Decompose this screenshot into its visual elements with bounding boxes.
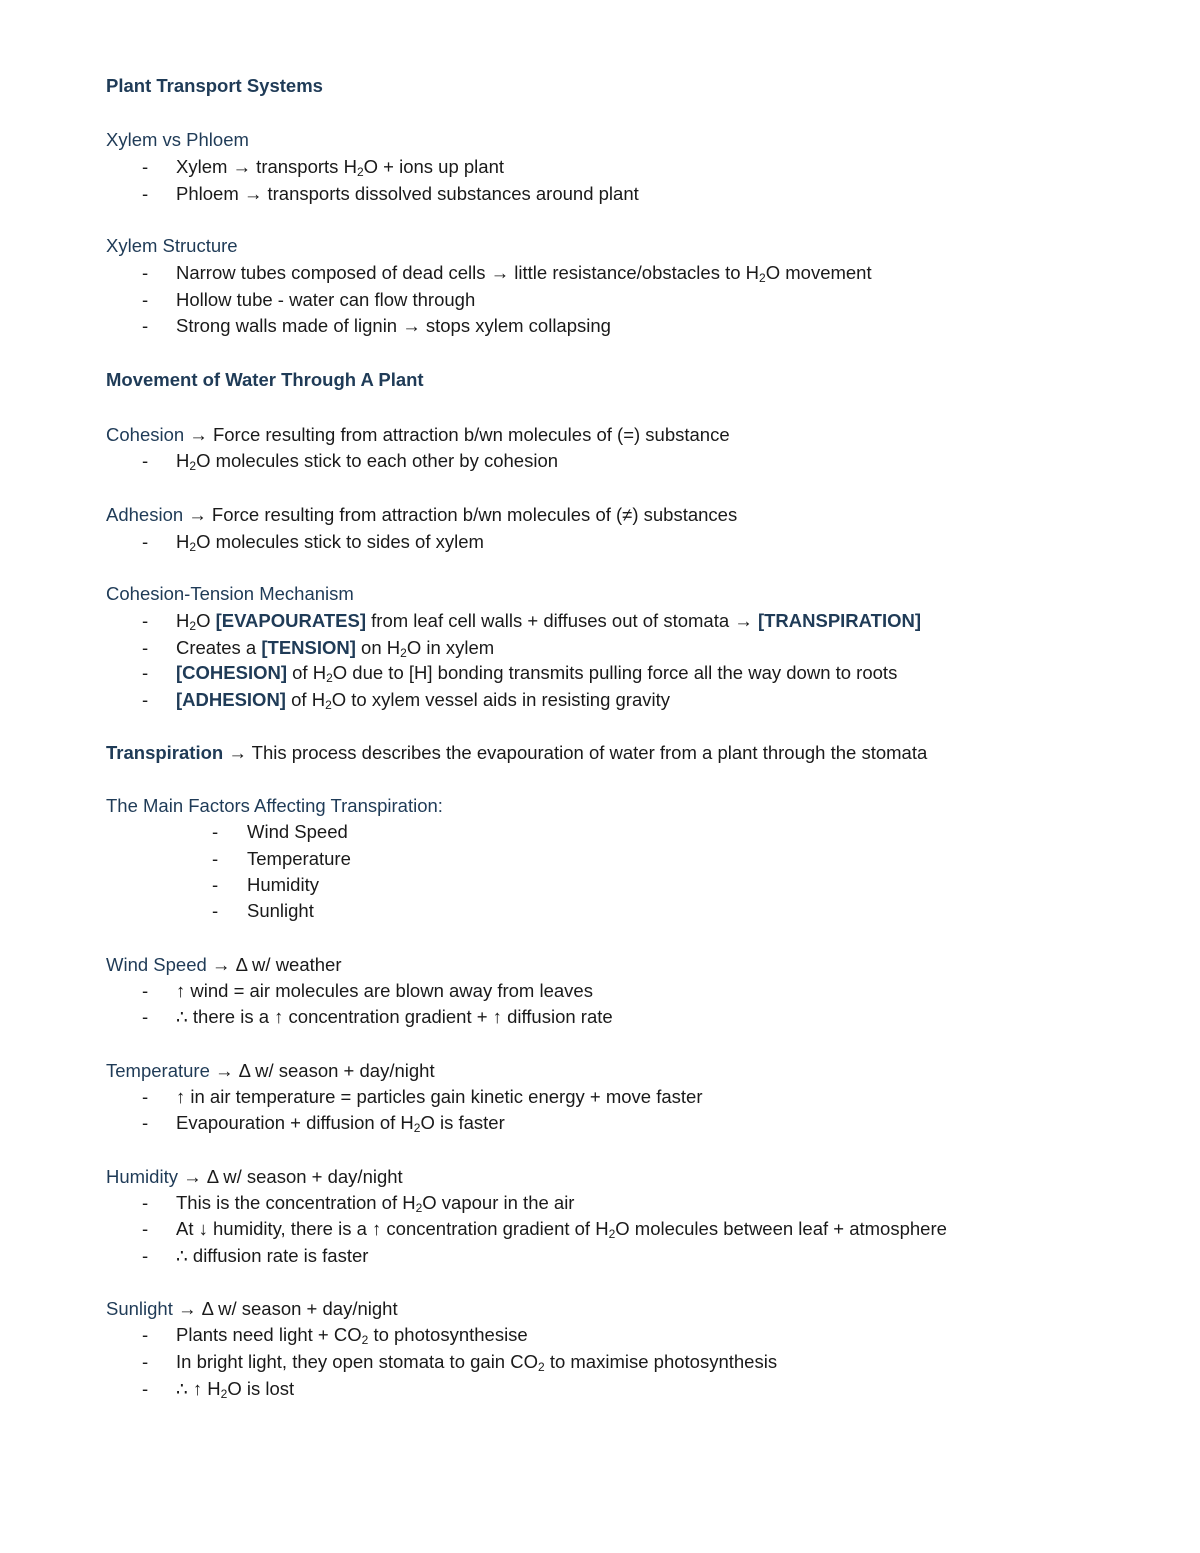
text-segment: Xylem vs Phloem <box>106 129 249 150</box>
section-heading <box>106 953 342 977</box>
list-item <box>176 314 611 338</box>
list-bullet: - <box>142 289 149 310</box>
list-bullet: - <box>142 1245 149 1266</box>
list-bullet: - <box>142 1324 149 1345</box>
section-heading <box>106 1297 398 1321</box>
text-segment: Sunlight <box>247 900 314 921</box>
section-heading <box>106 1059 435 1083</box>
text-segment: H <box>176 610 190 631</box>
list-bullet: - <box>142 1378 149 1399</box>
text-segment: → Δ w/ weather <box>206 954 342 975</box>
list-item <box>176 1244 368 1268</box>
list-bullet: - <box>142 156 149 177</box>
text-segment: O molecules stick to sides of xylem <box>196 531 484 552</box>
list-bullet: - <box>142 1192 149 1213</box>
text-segment: to photosynthesise <box>368 1324 528 1345</box>
text-segment: Humidity <box>247 874 319 895</box>
text-segment: [COHESION] <box>176 662 287 683</box>
text-segment: → Force resulting from attraction b/wn molecules of (≠) substances <box>183 504 738 525</box>
list-item <box>176 155 504 179</box>
list-bullet: - <box>212 848 219 869</box>
list-item <box>176 1085 702 1109</box>
subscript: 2 <box>608 1227 616 1241</box>
list-bullet: - <box>142 1112 149 1133</box>
list-bullet: - <box>142 1086 149 1107</box>
list-bullet: - <box>212 821 219 842</box>
list-bullet: - <box>142 1006 149 1027</box>
subscript: 2 <box>400 646 407 660</box>
subscript: 2 <box>356 165 364 179</box>
subscript: 2 <box>759 271 766 285</box>
text-segment: to maximise photosynthesis <box>544 1351 778 1372</box>
text-segment: [TENSION] <box>261 637 356 658</box>
section-heading <box>106 582 354 606</box>
list-item <box>176 1350 777 1374</box>
text-segment: Temperature <box>247 848 351 869</box>
text-segment: Xylem → transports H <box>176 156 357 177</box>
list-item <box>176 609 921 633</box>
text-segment: Plant Transport Systems <box>106 75 323 96</box>
text-segment: Phloem → transports dissolved substances around plant <box>176 183 639 204</box>
text-segment: O is faster <box>420 1112 505 1133</box>
section-heading <box>106 1165 403 1189</box>
text-segment: Hollow tube - water can flow through <box>176 289 476 310</box>
list-item <box>176 1111 505 1135</box>
text-segment: O molecules stick to each other by cohesion <box>196 450 559 471</box>
text-segment: Temperature <box>106 1060 210 1081</box>
section-title <box>106 74 323 98</box>
text-segment: ∴ ↑ H <box>176 1378 221 1399</box>
list-item <box>247 873 319 897</box>
text-segment: → Force resulting from attraction b/wn molecules of (=) substance <box>184 424 730 445</box>
text-segment: Plants need light + CO <box>176 1324 362 1345</box>
list-item <box>176 636 494 660</box>
text-segment: O due to [H] bonding transmits pulling force all the way down to roots <box>332 662 898 683</box>
text-segment: Transpiration <box>106 742 224 763</box>
text-segment: Cohesion-Tension Mechanism <box>106 583 354 604</box>
text-segment: Movement of Water Through A Plant <box>106 369 424 390</box>
list-bullet: - <box>142 450 149 471</box>
list-bullet: - <box>142 1218 149 1239</box>
text-segment: Sunlight <box>106 1298 173 1319</box>
list-item <box>176 1377 294 1401</box>
list-item <box>176 288 475 312</box>
text-segment: O + ions up plant <box>363 156 505 177</box>
text-segment: ↑ wind = air molecules are blown away from leaves <box>176 980 593 1001</box>
text-segment: from leaf cell walls + diffuses out of stomata → <box>366 610 758 631</box>
text-segment: O vapour in the air <box>422 1192 575 1213</box>
list-bullet: - <box>142 262 149 283</box>
section-heading <box>106 794 443 818</box>
text-segment: O to xylem vessel aids in resisting gravity <box>331 689 671 710</box>
text-segment: Narrow tubes composed of dead cells → little resistance/obstacles to H <box>176 262 760 283</box>
list-bullet: - <box>142 637 149 658</box>
list-item <box>247 847 351 871</box>
text-segment: O molecules between leaf + atmosphere <box>615 1218 947 1239</box>
text-segment: [ADHESION] <box>176 689 286 710</box>
list-item <box>176 261 872 285</box>
list-item <box>176 530 484 554</box>
list-bullet: - <box>142 610 149 631</box>
text-segment: → Δ w/ season + day/night <box>172 1298 398 1319</box>
text-segment: Strong walls made of lignin → stops xylem collapsing <box>176 315 611 336</box>
text-segment: Wind Speed <box>106 954 207 975</box>
text-segment: of H <box>287 662 327 683</box>
list-item <box>176 1005 613 1029</box>
list-item <box>247 820 348 844</box>
subscript: 2 <box>189 459 197 473</box>
list-bullet: - <box>142 1351 149 1372</box>
text-segment: At ↓ humidity, there is a ↑ concentration gradient of H <box>176 1218 609 1239</box>
text-segment: ∴ diffusion rate is faster <box>176 1245 369 1266</box>
text-segment: Humidity <box>106 1166 178 1187</box>
text-segment: Cohesion <box>106 424 185 445</box>
text-segment: O in xylem <box>406 637 495 658</box>
text-segment: H <box>176 450 190 471</box>
text-segment: Wind Speed <box>247 821 348 842</box>
subscript: 2 <box>326 671 333 685</box>
list-bullet: - <box>142 689 149 710</box>
subscript: 2 <box>220 1387 228 1401</box>
list-item <box>176 661 897 685</box>
subscript: 2 <box>413 1121 421 1135</box>
list-bullet: - <box>212 900 219 921</box>
text-segment: of H <box>285 689 326 710</box>
text-segment: Adhesion <box>106 504 184 525</box>
list-item <box>176 979 593 1003</box>
text-segment: O movement <box>765 262 872 283</box>
text-segment: O is lost <box>227 1378 295 1399</box>
section-heading <box>106 128 249 152</box>
subscript: 2 <box>189 619 197 633</box>
section-title <box>106 368 424 392</box>
list-item <box>176 688 670 712</box>
text-segment: H <box>176 531 190 552</box>
text-segment: In bright light, they open stomata to gain CO <box>176 1351 538 1372</box>
text-segment: [TRANSPIRATION] <box>757 610 921 631</box>
text-segment: → This process describes the evapouration of water from a plant through the stomata <box>223 742 928 763</box>
section-heading <box>106 234 238 258</box>
text-segment: → Δ w/ season + day/night <box>209 1060 435 1081</box>
text-segment: on H <box>355 637 401 658</box>
list-item <box>176 1323 528 1347</box>
subscript: 2 <box>361 1333 369 1347</box>
list-item <box>176 182 639 206</box>
section-heading <box>106 423 730 447</box>
text-segment: Evapouration + diffusion of H <box>176 1112 414 1133</box>
list-bullet: - <box>142 183 149 204</box>
subscript: 2 <box>415 1201 423 1215</box>
list-bullet: - <box>212 874 219 895</box>
text-segment: Creates a <box>176 637 262 658</box>
section-heading <box>106 741 927 765</box>
list-item <box>176 1191 574 1215</box>
subscript: 2 <box>325 698 332 712</box>
section-heading <box>106 503 737 527</box>
text-segment: [EVAPOURATES] <box>215 610 366 631</box>
list-bullet: - <box>142 315 149 336</box>
list-bullet: - <box>142 980 149 1001</box>
list-bullet: - <box>142 531 149 552</box>
subscript: 2 <box>538 1360 545 1374</box>
text-segment: This is the concentration of H <box>176 1192 416 1213</box>
text-segment: ∴ there is a ↑ concentration gradient + ↑ diffusion rate <box>176 1006 613 1027</box>
list-bullet: - <box>142 662 149 683</box>
subscript: 2 <box>189 540 197 554</box>
text-segment: → Δ w/ season + day/night <box>177 1166 403 1187</box>
list-item <box>247 899 314 923</box>
list-item <box>176 449 558 473</box>
text-segment: ↑ in air temperature = particles gain kinetic energy + move faster <box>176 1086 703 1107</box>
list-item <box>176 1217 947 1241</box>
text-segment: Xylem Structure <box>106 235 238 256</box>
text-segment: O <box>196 610 216 631</box>
text-segment: The Main Factors Affecting Transpiration: <box>106 795 443 816</box>
